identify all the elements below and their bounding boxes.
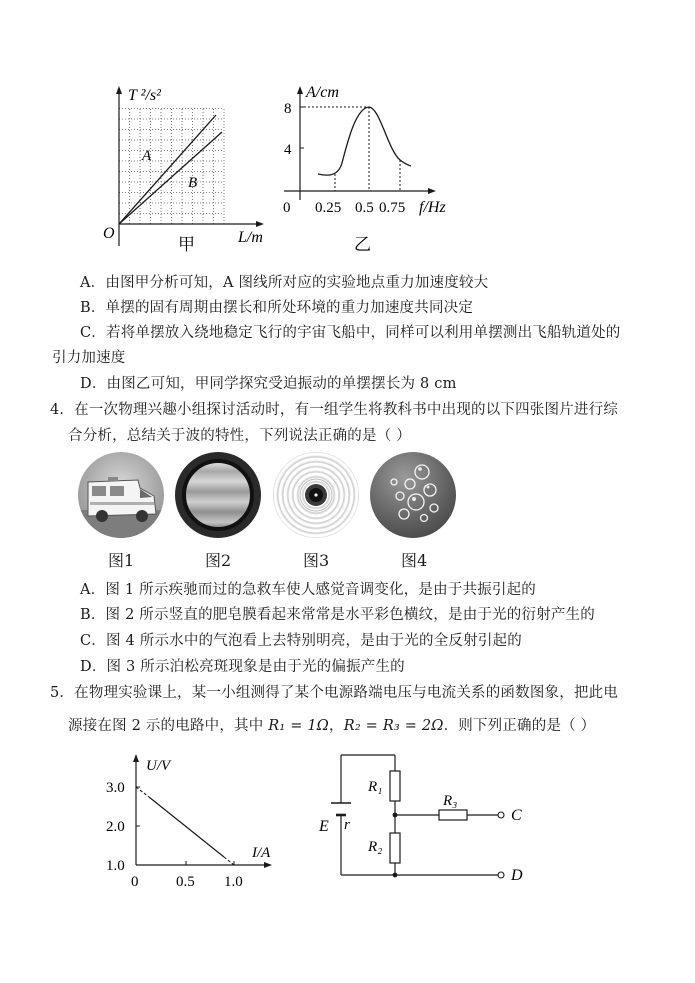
- photo-poisson-spot: [273, 452, 359, 538]
- circuit-node-bottom: [393, 873, 398, 878]
- caption-fig3: 图3: [303, 551, 330, 570]
- figure-yi-x-tick-05: 0.5: [355, 200, 374, 216]
- circuit-label-emf: E: [319, 818, 329, 835]
- q4-option-d: D．图 3 所示泊松亮斑现象是由于光的偏振产生的: [80, 659, 405, 675]
- ui-graph-line-end: [224, 857, 234, 865]
- ui-graph-y-arrow: [133, 754, 139, 762]
- ui-graph-y-label: U/V: [146, 758, 171, 774]
- circuit-resistor-r1: [390, 771, 400, 801]
- ui-graph-x-tick-0: 0: [131, 874, 139, 890]
- figure-jia-x-label: L/m: [238, 229, 263, 246]
- q4-option-b: B．图 2 所示竖直的肥皂膜看起来常常是水平彩色横纹，是由于光的衍射产生的: [80, 607, 595, 623]
- figure-yi-x-label: f/Hz: [419, 199, 446, 216]
- figure-yi-caption: 乙: [354, 235, 371, 254]
- ui-graph-x-arrow: [264, 862, 272, 868]
- ui-graph-y-tick-2: 2.0: [106, 819, 125, 835]
- photo-soap-film: [175, 452, 261, 538]
- q5-r1-equation: R₁ = 1Ω: [268, 718, 330, 734]
- figure-yi-x-tick-0: 0: [283, 200, 291, 216]
- figure-jia-caption: 甲: [178, 235, 195, 254]
- ui-graph-line: [149, 797, 224, 857]
- ui-graph-y-tick-3: 3.0: [106, 780, 125, 796]
- q5-separator: ，: [329, 718, 344, 734]
- q4-option-c: C．图 4 所示水中的气泡看上去特别明亮，是由于光的全反射引起的: [80, 633, 522, 649]
- circuit-node-mid: [393, 813, 398, 818]
- circuit-terminal-c: [498, 812, 504, 818]
- soap-film-icon: [175, 452, 261, 538]
- q5-stem-line2-b: ．则下列正确的是（ ）: [443, 718, 596, 734]
- q4-stem-line2: 合分析，总结关于波的特性，下列说法正确的是（ ）: [68, 428, 411, 444]
- figure-jia-line-b: [119, 132, 222, 224]
- figure-yi-y-arrow: [297, 86, 303, 94]
- ambulance-icon: [78, 452, 164, 538]
- photo-bubbles: [370, 452, 456, 538]
- bubbles-icon: [370, 452, 456, 538]
- circuit-label-r3: R₃: [443, 793, 458, 809]
- figure-jia-line-a: [119, 115, 216, 224]
- q5-stem-line2: [68, 714, 595, 735]
- q4-option-a: A．图 1 所示疾驰而过的急救车使人感觉音调变化，是由于共振引起的: [80, 582, 537, 598]
- circuit-label-c: C: [511, 807, 522, 824]
- figure-yi-x-arrow: [428, 188, 436, 194]
- q3-option-d: D．由图乙可知，甲同学探究受迫振动的单摆摆长为 8 cm: [80, 376, 457, 392]
- circuit-label-r1: R₁: [368, 779, 383, 795]
- figure-jia-y-arrow: [116, 86, 122, 94]
- figure-yi-x-tick-075: 0.75: [379, 200, 406, 216]
- figure-yi-x-tick-025: 0.25: [315, 200, 342, 216]
- figure-jia-label-a: A: [142, 148, 152, 164]
- figure-jia-x-arrow: [256, 221, 264, 227]
- figure-yi-y-tick-8: 8: [284, 101, 292, 117]
- ui-graph-x-label: I/A: [252, 845, 271, 861]
- circuit-resistor-r2: [390, 833, 400, 863]
- figure-jia-origin: O: [103, 225, 115, 242]
- photo-ambulance: [78, 452, 164, 538]
- ui-graph: [100, 748, 290, 893]
- figure-yi-y-label: A/cm: [306, 84, 339, 101]
- q5-stem-line2-a: 源接在图 2 示的电路中，其中: [68, 718, 269, 734]
- poisson-spot-icon: [273, 452, 359, 538]
- q3-option-b: B．单摆的固有周期由摆长和所处环境的重力加速度共同决定: [80, 300, 474, 316]
- figure-yi-y-tick-4: 4: [284, 142, 292, 158]
- figure-yi: [272, 78, 467, 263]
- circuit-resistor-r3: [439, 810, 467, 820]
- ui-graph-y-tick-1: 1.0: [106, 858, 125, 874]
- q5-stem-line1: 5．在物理实验课上，某一小组测得了某个电源路端电压与电流关系的函数图象，把此电: [50, 685, 619, 701]
- circuit-label-internal-r: r: [344, 817, 350, 833]
- caption-fig1: 图1: [108, 551, 135, 570]
- caption-fig4: 图4: [401, 551, 428, 570]
- ui-graph-line-dashed: [136, 787, 149, 797]
- caption-fig2: 图2: [205, 551, 232, 570]
- circuit-terminal-d: [498, 872, 504, 878]
- q3-option-c: C．若将单摆放入绕地稳定飞行的宇宙飞船中，同样可以利用单摆测出飞船轨道处的: [80, 325, 621, 341]
- figure-yi-resonance-curve: [318, 107, 411, 175]
- circuit-label-r2: R₂: [368, 839, 383, 855]
- ui-graph-x-tick-05: 0.5: [176, 874, 195, 890]
- circuit-label-d: D: [511, 867, 523, 884]
- q5-r23-equation: R₂ = R₃ = 2Ω: [343, 718, 444, 734]
- figure-jia: [98, 78, 288, 263]
- q3-option-a: A．由图甲分析可知，A 图线所对应的实验地点重力加速度较大: [80, 275, 489, 291]
- circuit-diagram: [315, 745, 535, 890]
- q3-option-c-cont: 引力加速度: [52, 350, 126, 366]
- ui-graph-x-tick-10: 1.0: [224, 874, 243, 890]
- figure-jia-label-b: B: [188, 175, 198, 191]
- q4-stem-line1: 4．在一次物理兴趣小组探讨活动时，有一组学生将教科书中出现的以下四张图片进行综: [50, 402, 619, 418]
- figure-jia-y-label: T ²/s²: [128, 87, 161, 104]
